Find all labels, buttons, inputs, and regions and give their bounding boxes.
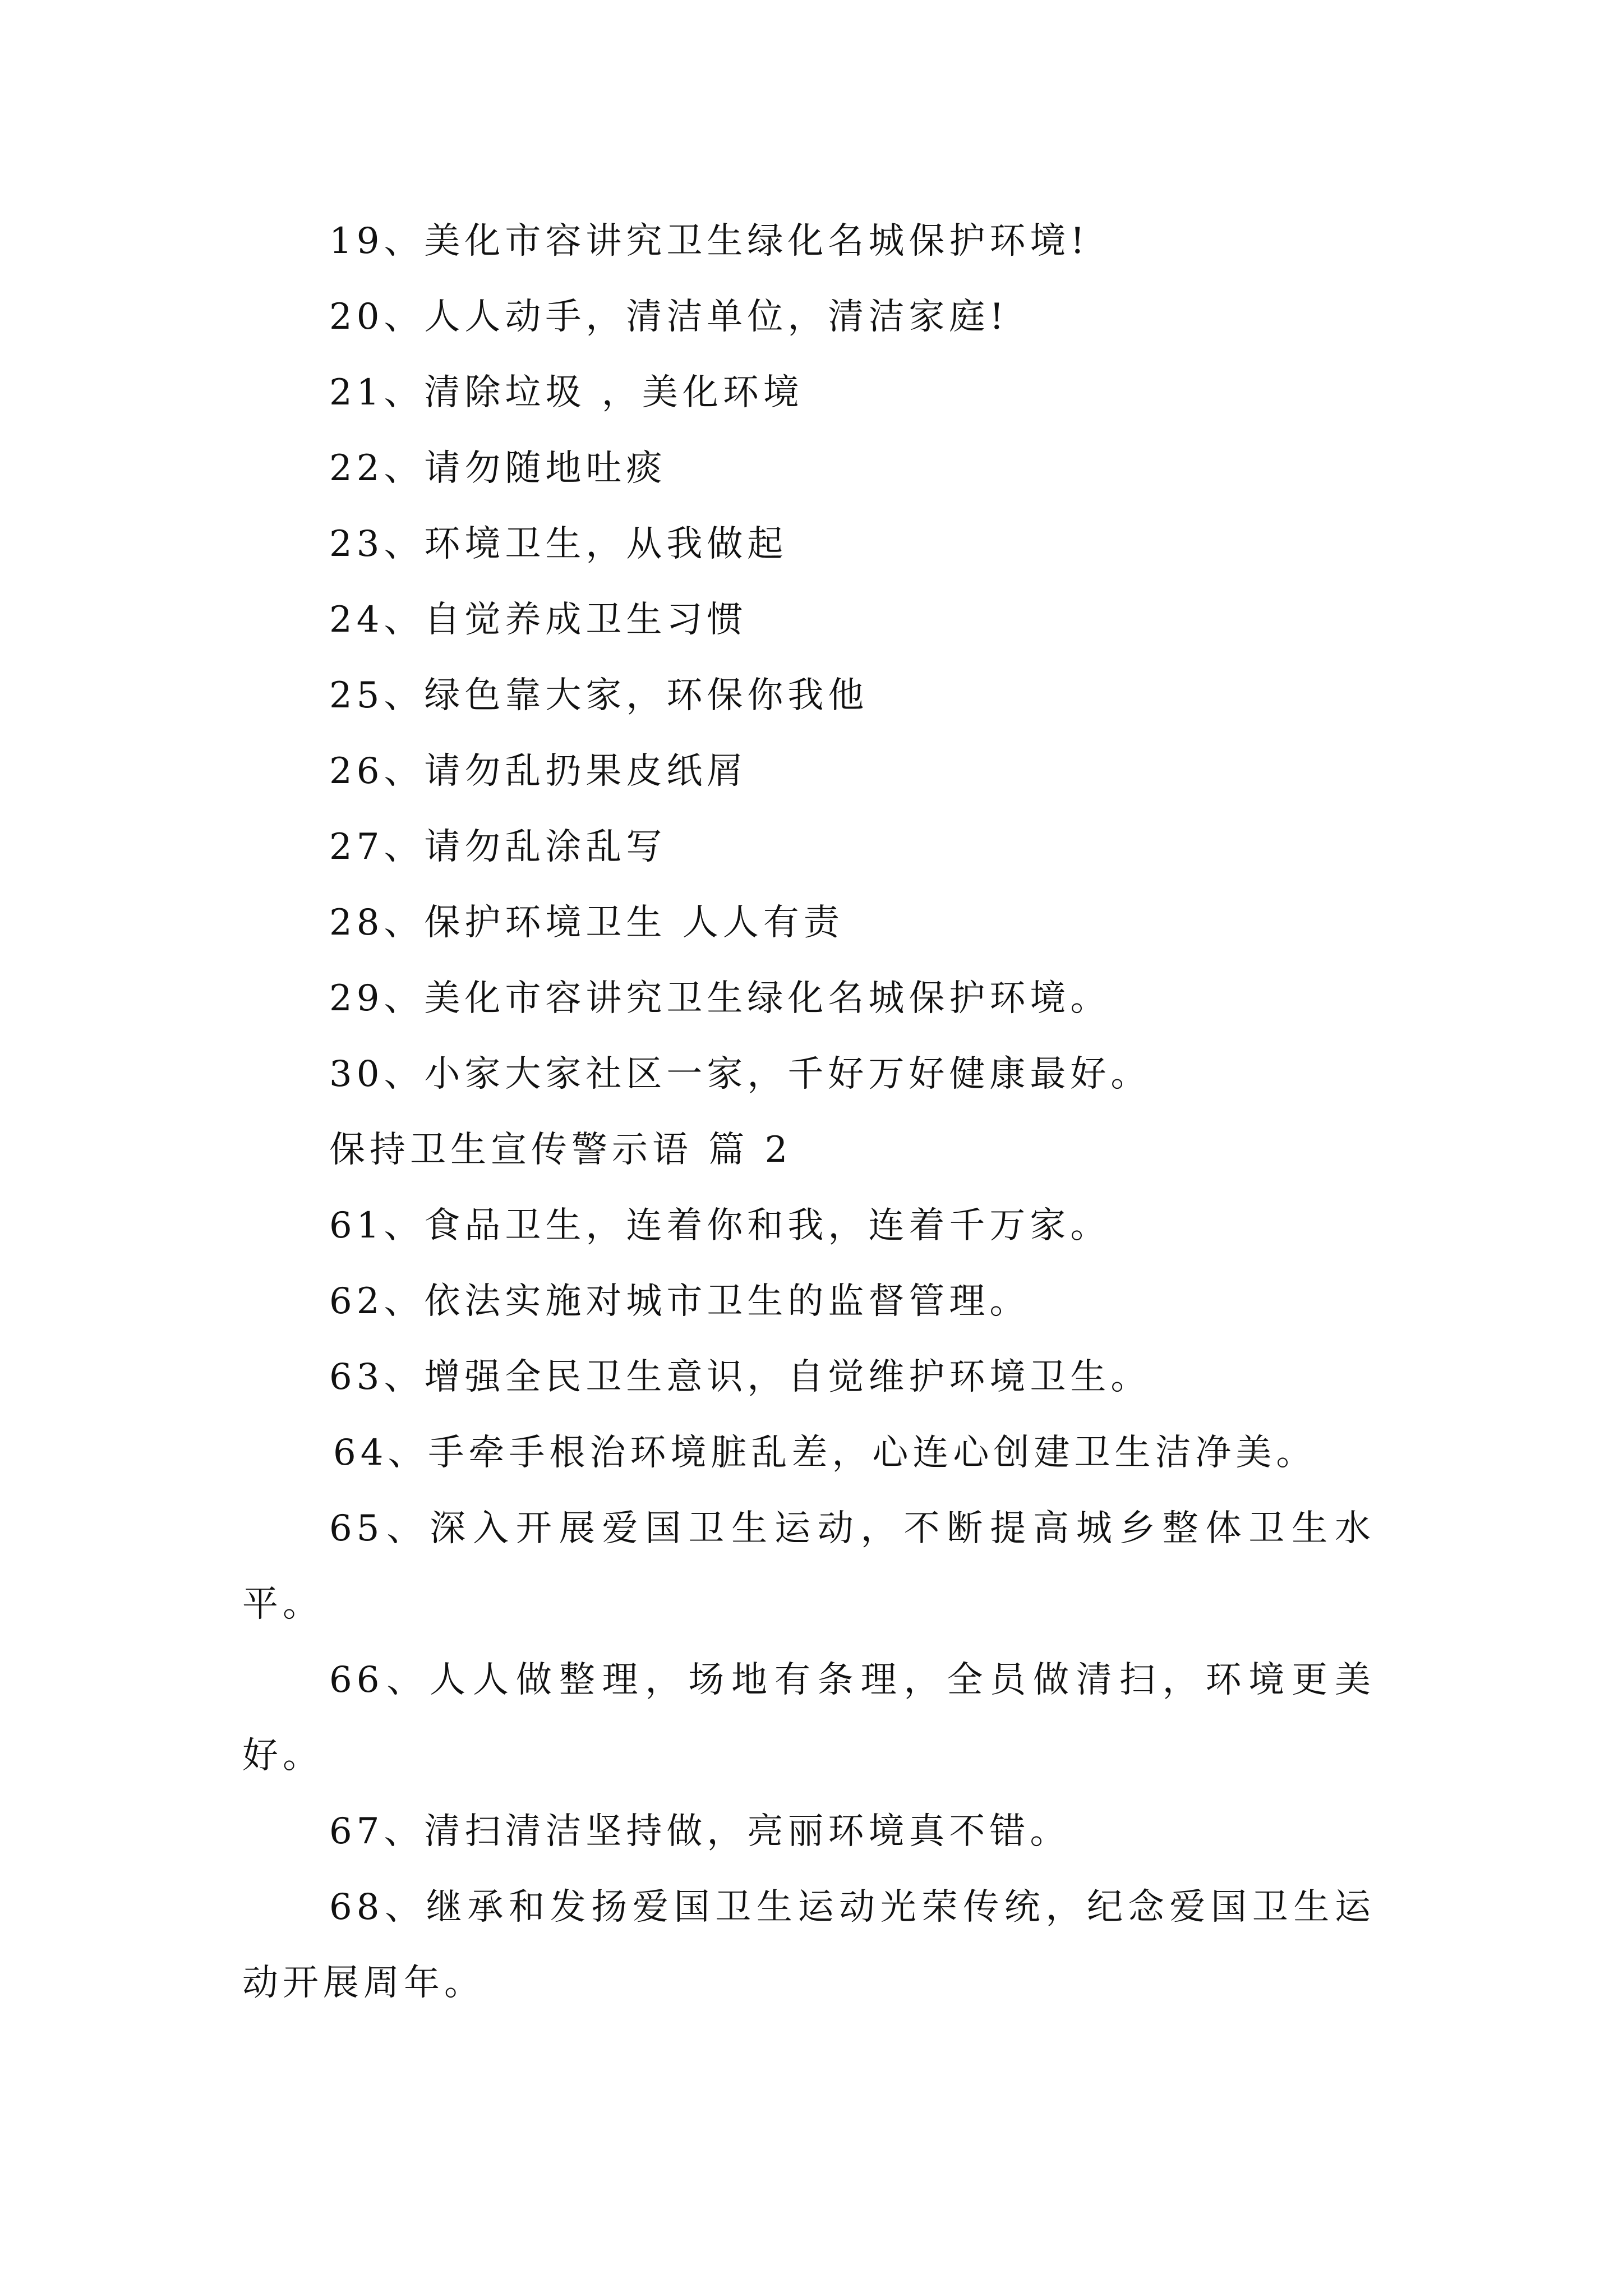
slogan-line-26: 26、请勿乱扔果皮纸屑: [329, 751, 748, 792]
slogan-line-64: 64、手牵手根治环境脏乱差，心连心创建卫生洁净美。: [333, 1432, 1317, 1474]
slogan-paragraph-65: 65、深入开展爱国卫生运动，不断提高城乡整体卫生水平。: [242, 1508, 1375, 1625]
slogan-line-25: 25、绿色靠大家，环保你我他: [329, 675, 869, 716]
slogan-paragraph-66: 66、人人做整理，场地有条理，全员做清扫，环境更美好。: [242, 1659, 1375, 1777]
slogan-line-63: 63、增强全民卫生意识，自觉维护环境卫生。: [329, 1356, 1151, 1398]
slogan-line-61: 61、食品卫生，连着你和我，连着千万家。: [329, 1205, 1111, 1246]
slogan-line-30: 30、小家大家社区一家，千好万好健康最好。: [329, 1053, 1151, 1095]
slogan-line-20: 20、人人动手，清洁单位，清洁家庭!: [329, 296, 1009, 338]
slogan-line-23: 23、环境卫生，从我做起: [329, 523, 788, 565]
slogan-paragraph-67: 67、清扫清洁坚持做，亮丽环境真不错。: [329, 1811, 1071, 1852]
slogan-line-62: 62、依法实施对城市卫生的监督管理。: [329, 1281, 1030, 1322]
slogan-line-24: 24、自觉养成卫生习惯: [329, 599, 748, 641]
slogan-line-22: 22、请勿随地吐痰: [329, 448, 667, 489]
slogan-paragraph-68: 68、继承和发扬爱国卫生运动光荣传统，纪念爱国卫生运动开展周年。: [242, 1887, 1375, 2004]
slogan-line-19: 19、美化市容讲究卫生绿化名城保护环境!: [329, 220, 1090, 262]
section-heading: 保持卫生宣传警示语 篇 2: [329, 1129, 792, 1171]
slogan-line-28: 28、保护环境卫生 人人有责: [329, 902, 844, 944]
slogan-line-21: 21、清除垃圾 ，美化环境: [329, 372, 804, 413]
slogan-line-29: 29、美化市容讲究卫生绿化名城保护环境。: [329, 978, 1111, 1019]
slogan-line-27: 27、请勿乱涂乱写: [329, 826, 667, 868]
